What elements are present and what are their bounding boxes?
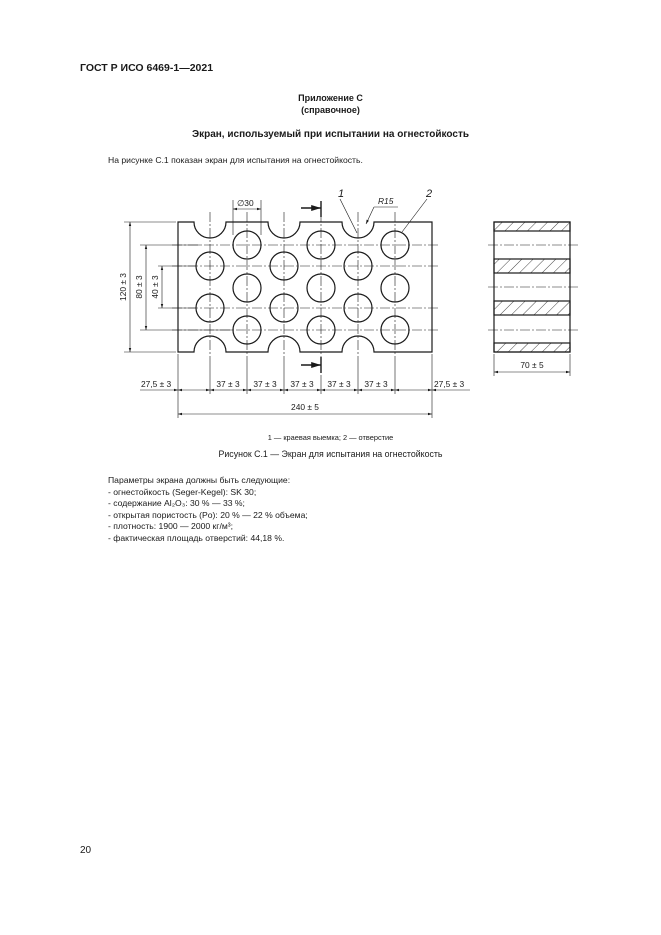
intro-paragraph: На рисунке С.1 показан экран для испытания на огнестойкость. (108, 155, 363, 165)
thickness-label: 70 ± 5 (520, 360, 544, 370)
radius-label: R15 (378, 196, 394, 206)
page-number: 20 (80, 845, 92, 856)
pitch-label: 37 ± 3 (253, 379, 277, 389)
section-title: Экран, используемый при испытании на огнестойкость (191, 129, 470, 140)
edge-left-label: 27,5 ± 3 (141, 379, 172, 389)
centerlines (172, 212, 440, 362)
parameter-item: - открытая пористость (Po): 20 % — 22 % объема; (108, 509, 308, 520)
section-centerlines (488, 245, 578, 330)
parameter-item: - плотность: 1900 — 2000 кг/м³; (108, 521, 233, 532)
figure-caption: Рисунок С.1 — Экран для испытания на огнестойкость (218, 449, 443, 459)
figure-legend: 1 — краевая выемка; 2 — отверстие (267, 433, 394, 442)
pitch-label: 37 ± 3 (290, 379, 314, 389)
callout-2: 2 (426, 188, 433, 200)
plate-outline (178, 222, 432, 352)
pitch-label: 37 ± 3 (216, 379, 240, 389)
annex-subtitle: (справочное) (301, 105, 360, 115)
total-width-label: 240 ± 5 (291, 402, 319, 412)
pitch-label: 37 ± 3 (364, 379, 388, 389)
section-cut-markers (301, 201, 321, 373)
annex-title: Приложение С (298, 93, 363, 103)
parameter-item: - содержание Al₂O₃: 30 % — 33 %; (108, 498, 245, 509)
pitch-label: 37 ± 3 (327, 379, 351, 389)
callout-1: 1 (338, 188, 345, 200)
standard-designation: ГОСТ Р ИСО 6469-1—2021 (80, 62, 214, 74)
parameters-intro: Параметры экрана должны быть следующие: (108, 475, 291, 485)
parameters-list (108, 475, 308, 545)
holes (196, 231, 409, 344)
height-mid-label: 80 ± 3 (134, 275, 144, 299)
parameter-item: - огнестойкость (Seger-Kegel): SK 30; (108, 486, 257, 497)
parameter-item: - фактическая площадь отверстий: 44,18 %. (108, 532, 285, 543)
height-inner-label: 40 ± 3 (150, 275, 160, 299)
height-outer-label: 120 ± 3 (118, 273, 128, 301)
diameter-label: ∅30 (237, 198, 254, 208)
edge-right-label: 27,5 ± 3 (434, 379, 465, 389)
